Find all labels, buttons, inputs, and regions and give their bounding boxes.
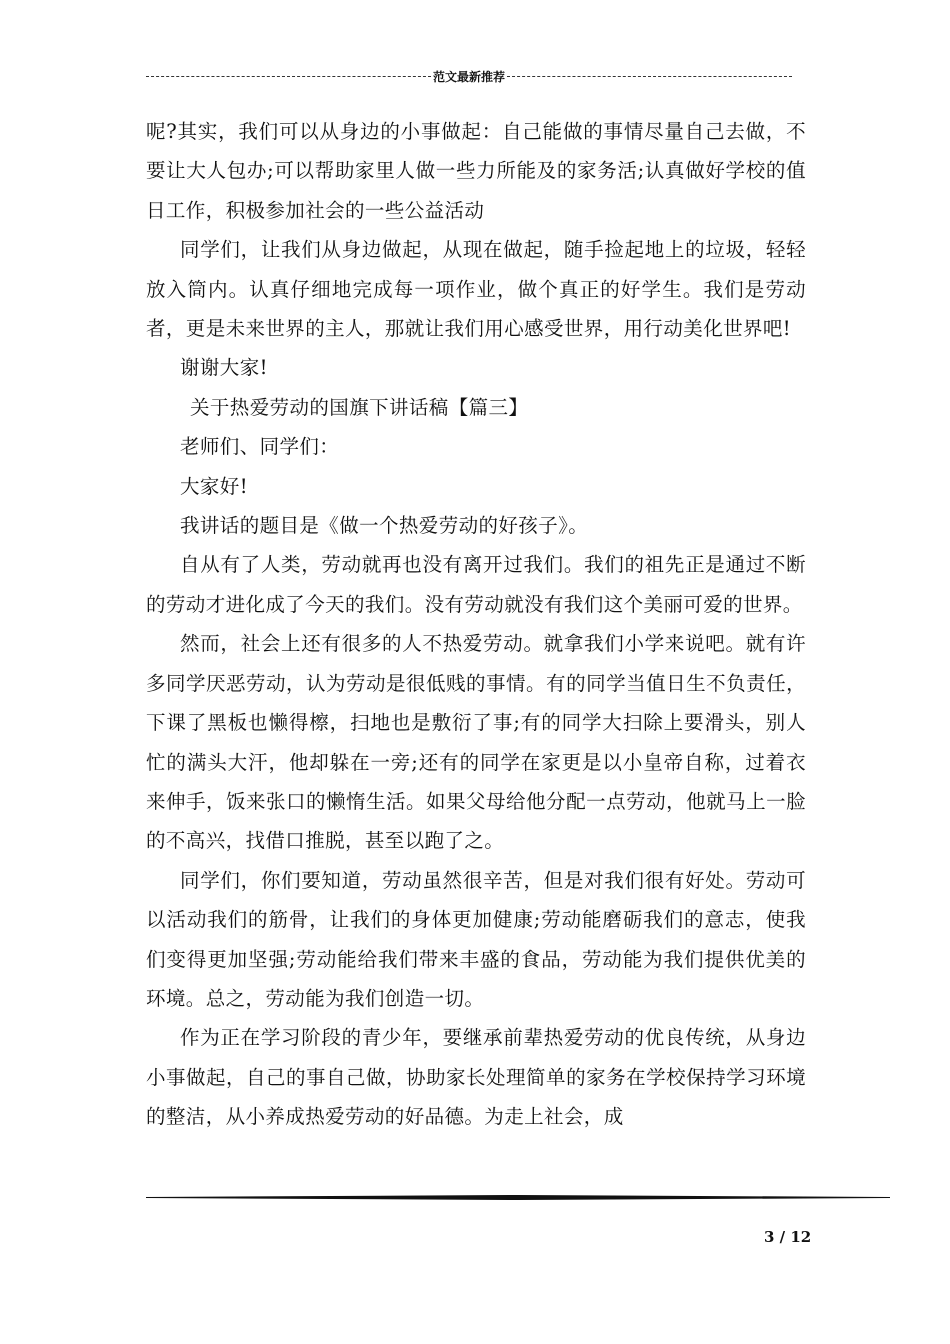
page-header [146,66,792,86]
document-body [146,112,806,1137]
header-label: 范文最新推荐 [433,69,506,84]
paragraph-continuation: 呢?其实，我们可以从身边的小事做起：自己能做的事情尽量自己去做，不要让大人包办;可以帮助家里人做一些力所能及的家务活;认真做好学校的值日工作，积极参加社会的一些公益活动 [146,120,806,222]
closing-thanks: 谢谢大家! [180,356,268,380]
header-rule-right [507,76,792,77]
header-rule-left [146,76,431,77]
paragraph: 同学们，让我们从身边做起，从现在做起，随手捡起地上的垃圾，轻轻放入筒内。认真仔细地完成每一项作业，做个真正的好学生。我们是劳动者，更是未来世界的主人，那就让我们用心感受世界，用行动美化世界吧! [146,238,806,341]
paragraph: 自从有了人类，劳动就再也没有离开过我们。我们的祖先正是通过不断的劳动才进化成了今天的我们。没有劳动就没有我们这个美丽可爱的世界。 [146,553,806,616]
greeting: 大家好! [180,474,248,498]
paragraph: 然而，社会上还有很多的人不热爱劳动。就拿我们小学来说吧。就有许多同学厌恶劳动，认为劳动是很低贱的事情。有的同学当值日生不负责任，下课了黑板也懒得檫，扫地也是敷衍了事;有的同学大扫除上要滑头，别人忙的满头大汗，他却躲在一旁;还有的同学在家更是以小皇帝自称，过着衣来伸手，饭来张口的懒惰生活。如果父母给他分配一点劳动，他就马上一脸的不高兴，找借口推脱，甚至以跑了之。 [146,632,806,853]
paragraph: 作为正在学习阶段的青少年，要继承前辈热爱劳动的优良传统，从身边小事做起，自己的事自己做，协助家长处理简单的家务在学校保持学习环境的整洁，从小养成热爱劳动的好品德。为走上社会，成 [146,1026,806,1129]
speech-topic: 我讲话的题目是《做一个热爱劳动的好孩子》。 [180,514,589,538]
section-title: 关于热爱劳动的国旗下讲话稿【篇三】 [190,395,529,419]
salutation: 老师们、同学们： [180,435,340,459]
footer-divider [146,1195,890,1200]
page-number: 3 / 12 [764,1228,812,1246]
paragraph: 同学们，你们要知道，劳动虽然很辛苦，但是对我们很有好处。劳动可以活动我们的筋骨，让我们的身体更加健康;劳动能磨砺我们的意志，使我们变得更加坚强;劳动能给我们带来丰盛的食品，劳动能为我们提供优美的环境。总之，劳动能为我们创造一切。 [146,868,806,1010]
